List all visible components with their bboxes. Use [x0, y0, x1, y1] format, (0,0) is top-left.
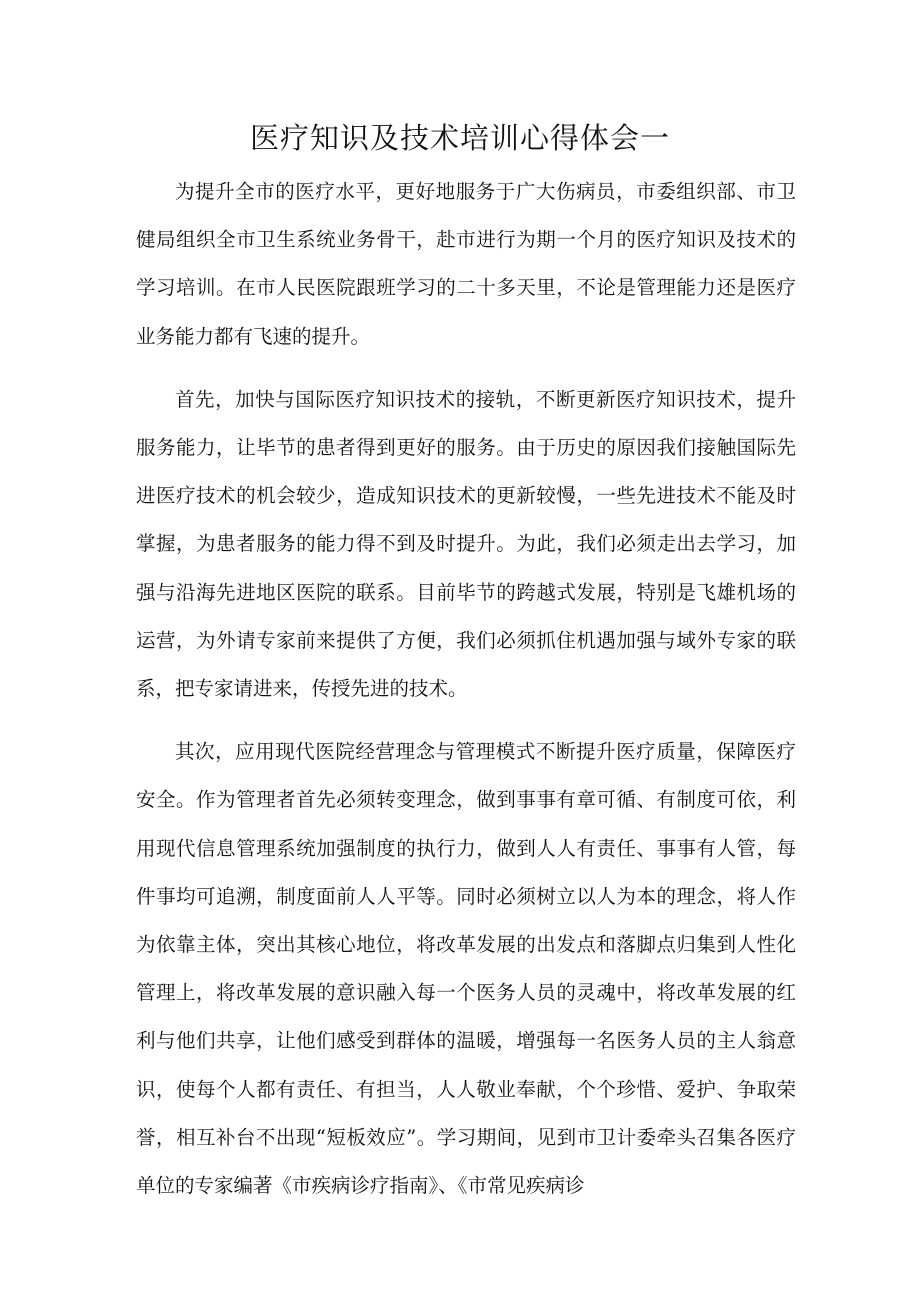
- document-body: [136, 168, 796, 1225]
- paragraph-second-point: 其次，应用现代医院经营理念与管理模式不断提升医疗质量，保障医疗安全。作为管理者首先必须转变理念，做到事事有章可循、有制度可依，利用现代信息管理系统加强制度的执行力，做到人人有责任、事事有人管，每件事均可追溯，制度面前人人平等。同时必须树立以人为本的理念，将人作为依靠主体，突出其核心地位，将改革发展的出发点和落脚点归集到人性化管理上，将改革发展的意识融入每一个医务人员的灵魂中，将改革发展的红利与他们共享，让他们感受到群体的温暖，增强每一名医务人员的主人翁意识，使每个人都有责任、有担当，人人敬业奉献，个个珍惜、爱护、争取荣誉，相互补台不出现“短板效应”。学习期间，见到市卫计委牵头召集各医疗单位的专家编著《市疾病诊疗指南》、《市常见疾病诊: [136, 740, 796, 1198]
- paragraph-first-point: 首先，加快与国际医疗知识技术的接轨，不断更新医疗知识技术，提升服务能力，让毕节的患者得到更好的服务。由于历史的原因我们接触国际先进医疗技术的机会较少，造成知识技术的更新较慢，一些先进技术不能及时掌握，为患者服务的能力得不到及时提升。为此，我们必须走出去学习，加强与沿海先进地区医院的联系。目前毕节的跨越式发展，特别是飞雄机场的运营，为外请专家前来提供了方便，我们必须抓住机遇加强与域外专家的联系，把专家请进来，传授先进的技术。: [136, 387, 796, 701]
- document-title: 医疗知识及技术培训心得体会一: [249, 121, 670, 155]
- paragraph-intro: 为提升全市的医疗水平，更好地服务于广大伤病员，市委组织部、市卫健局组织全市卫生系统业务骨干，赴市进行为期一个月的医疗知识及技术的学习培训。在市人民医院跟班学习的二十多天里，不论是管理能力还是医疗业务能力都有飞速的提升。: [136, 180, 796, 348]
